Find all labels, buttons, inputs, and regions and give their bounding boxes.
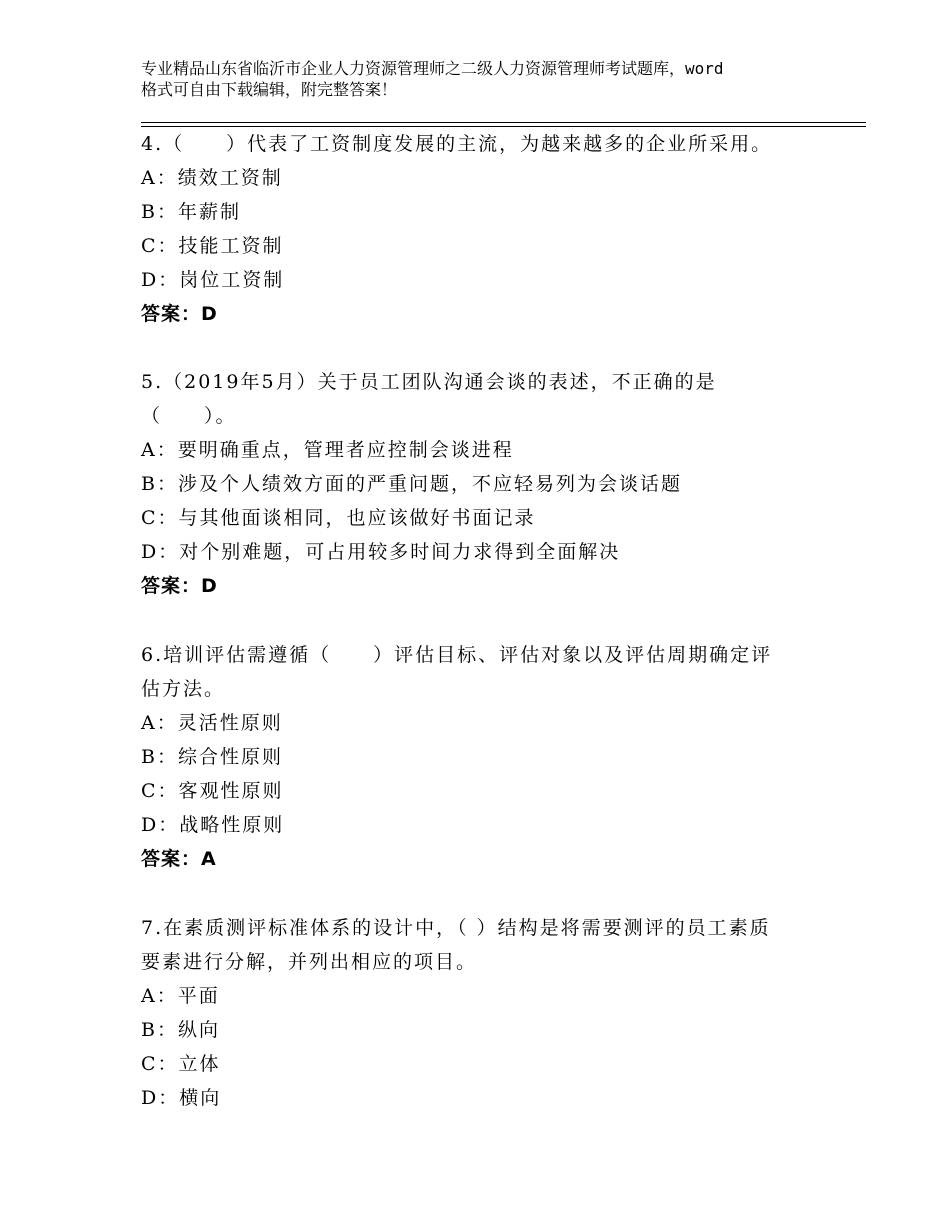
question-5-option-a: A：要明确重点，管理者应控制会谈进程 xyxy=(141,439,514,461)
question-stem-line: 7.在素质测评标准体系的设计中，（ ）结构是将需要测评的员工素质 xyxy=(141,917,771,939)
question-6-option-d: D：战略性原则 xyxy=(141,814,285,836)
question-stem-line: 4.（ ）代表了工资制度发展的主流，为越来越多的企业所采用。 xyxy=(141,133,773,155)
question-stem-line: （ ）。 xyxy=(141,405,237,427)
header-divider-top xyxy=(141,122,866,123)
question-5-option-b: B：涉及个人绩效方面的严重问题，不应轻易列为会谈话题 xyxy=(141,473,682,495)
question-stem-line: 6.培训评估需遵循（ ）评估目标、评估对象以及评估周期确定评 xyxy=(141,644,773,666)
question-4-option-b: B：年薪制 xyxy=(141,201,241,223)
question-4-option-d: D：岗位工资制 xyxy=(141,269,285,291)
question-6-answer: 答案：A xyxy=(141,848,217,870)
question-7-stem xyxy=(141,911,821,979)
question-5-option-c: C：与其他面谈相同，也应该做好书面记录 xyxy=(141,507,536,529)
question-stem-line: 要素进行分解，并列出相应的项目。 xyxy=(141,951,478,973)
question-6-option-b: B：综合性原则 xyxy=(141,746,283,768)
question-5-option-d: D：对个别难题，可占用较多时间力求得到全面解决 xyxy=(141,541,621,563)
question-4-stem xyxy=(141,127,821,161)
question-7-option-a: A：平面 xyxy=(141,985,220,1007)
question-7-option-d: D：横向 xyxy=(141,1087,222,1109)
question-7-option-c: C：立体 xyxy=(141,1053,221,1075)
question-5-stem xyxy=(141,365,821,433)
question-5-answer: 答案：D xyxy=(141,575,218,597)
question-6-stem xyxy=(141,638,821,706)
header-line-2: 格式可自由下载编辑，附完整答案！ xyxy=(141,80,398,99)
question-6-option-a: A：灵活性原则 xyxy=(141,712,283,734)
question-stem-line: 5.（2019年5月）关于员工团队沟通会谈的表述，不正确的是 xyxy=(141,371,717,393)
question-4-answer: 答案：D xyxy=(141,303,218,325)
question-6-option-c: C：客观性原则 xyxy=(141,780,284,802)
question-stem-line: 估方法。 xyxy=(141,678,226,700)
question-4-option-a: A：绩效工资制 xyxy=(141,167,283,189)
header-line-1: 专业精品山东省临沂市企业人力资源管理师之二级人力资源管理师考试题库，word xyxy=(141,59,724,78)
page-header xyxy=(141,58,841,100)
question-4-option-c: C：技能工资制 xyxy=(141,235,284,257)
question-7-option-b: B：纵向 xyxy=(141,1019,220,1041)
